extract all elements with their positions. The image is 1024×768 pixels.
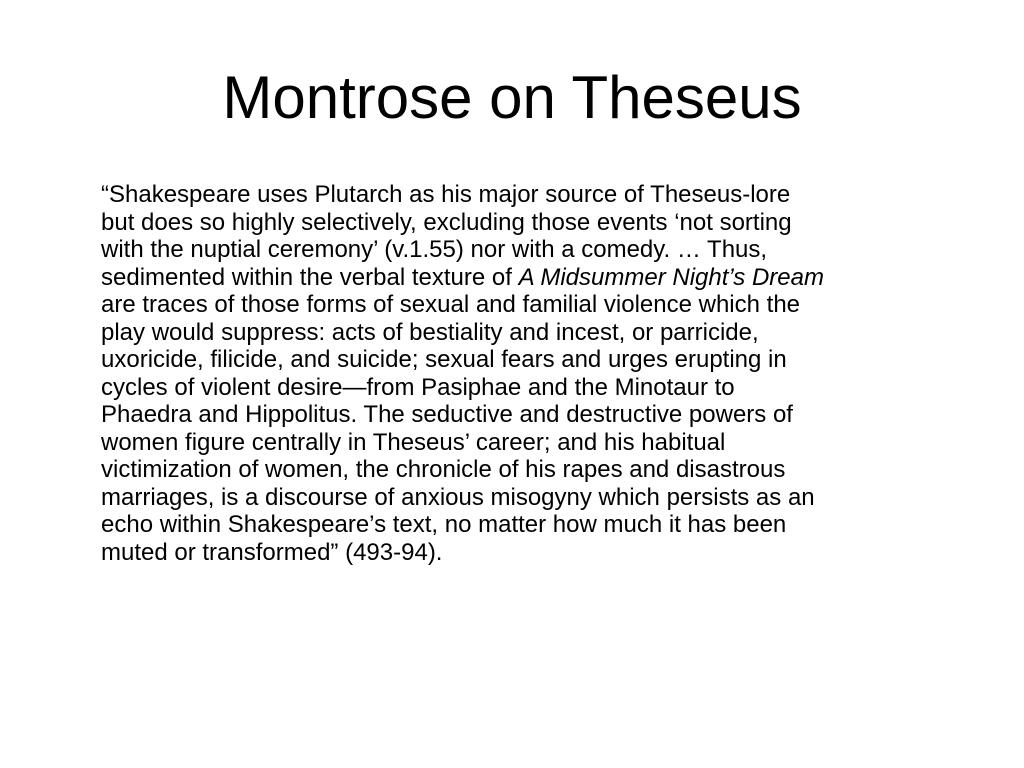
quote-line: echo within Shakespeare’s text, no matter how much it has been [101, 511, 787, 538]
quote-line: play would suppress: acts of bestiality and incest, or parricide, [101, 318, 759, 346]
quote-line: Phaedra and Hippolitus. The seductive and destructive powers of [101, 401, 793, 428]
quote-line [101, 264, 981, 292]
quote-line-text: sedimented within the verbal texture of [101, 263, 519, 291]
quote-line: uxoricide, filicide, and suicide; sexual fears and urges erupting in [101, 346, 787, 373]
quote-line: victimization of women, the chronicle of his rapes and disastrous [101, 456, 786, 483]
quote-line: women figure centrally in Theseus’ career; and his habitual [101, 428, 726, 456]
quote-line: muted or transformed” (493-94). [101, 538, 443, 566]
quote-line: with the nuptial ceremony’ (v.1.55) nor with a comedy. … Thus, [101, 236, 768, 263]
quote-line: marriages, is a discourse of anxious misogyny which persists as an [101, 483, 815, 511]
slide-title: Montrose on Theseus [222, 64, 802, 131]
quote-line: are traces of those forms of sexual and familial violence which the [101, 291, 801, 318]
quote-line: cycles of violent desire—from Pasiphae and the Minotaur to [101, 373, 735, 401]
quote-line: “Shakespeare uses Plutarch as his major source of Theseus-lore [101, 181, 791, 208]
quote-line: but does so highly selectively, excluding those events ‘not sorting [101, 208, 792, 236]
quote-paragraph [101, 181, 981, 566]
play-title: A Midsummer Night’s Dream [518, 263, 824, 291]
